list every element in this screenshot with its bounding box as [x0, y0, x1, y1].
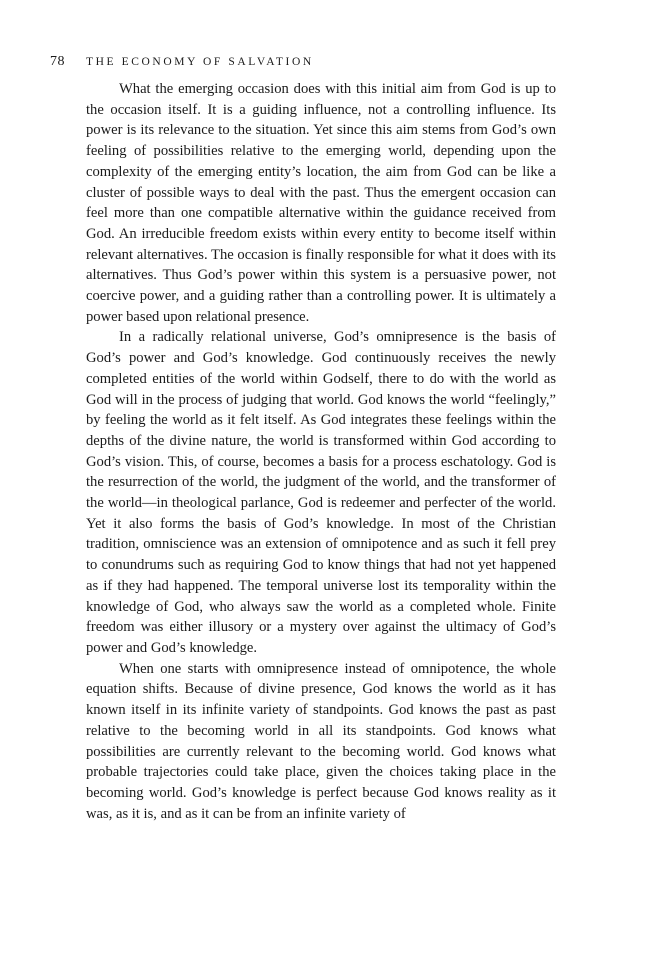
- paragraph-3: When one starts with omnipresence instead of omnipotence, the whole equation shifts. Because of divine presence, God knows the world as it has known itself in its infinite variety of standpoints. God knows the past as past relative to the becoming world in all its standpoints. God knows what possibilities are currently relevant to the becoming world. God knows what probable trajectories could take place, given the choices taking place in the becoming world. God’s knowledge is perfect because God knows reality as it was, as it is, and as it can be from an infinite variety of: [86, 660, 556, 822]
- body-text: [86, 79, 556, 824]
- running-head: [50, 51, 570, 71]
- paragraph-1: What the emerging occasion does with this initial aim from God is up to the occasion itself. It is a guiding influence, not a controlling influence. Its power is its relevance to the situation. Yet since this aim stems from God’s own feeling of possibilities relative to the emerging world, depending upon the complexity of the emerging entity’s location, the aim from God can be like a cluster of possible ways to deal with the past. Thus the emergent occasion can feel more than one compatible alternative within the guidance received from God. An irreducible freedom exists within every entity to become itself within relevant alternatives. The occasion is finally responsible for what it does with its alternatives. Thus God’s power within this system is a persuasive power, not coercive power, and a guiding rather than a controlling power. It is ultimately a power based upon relational presence.: [86, 81, 556, 325]
- running-title: THE ECONOMY OF SALVATION: [86, 56, 314, 68]
- page-number: 78: [50, 54, 65, 69]
- paragraph-2: In a radically relational universe, God’s omnipresence is the basis of God’s power and God’s knowledge. God continuously receives the newly completed entities of the world within Godself, there to do with the world as God will in the process of judging that world. God knows the world “feelingly,” by feeling the world as it felt itself. As God integrates these feelings within the depths of the divine nature, the world is transformed within God according to God’s vision. This, of course, becomes a basis for a process eschatology. God is the resurrection of the world, the judgment of the world, and the transformer of the world—in theological parlance, God is redeemer and perfecter of the world. Yet it also forms the basis of God’s knowledge. In most of the Christian tradition, omniscience was an extension of omnipotence and as such it fell prey to conundrums such as requiring God to know things that had not yet happened as if they had happened. The temporal universe lost its temporality within the knowledge of God, who always saw the world as a completed whole. Finite freedom was either illusory or a mystery over against the ultimacy of God’s power and God’s knowledge.: [86, 329, 556, 656]
